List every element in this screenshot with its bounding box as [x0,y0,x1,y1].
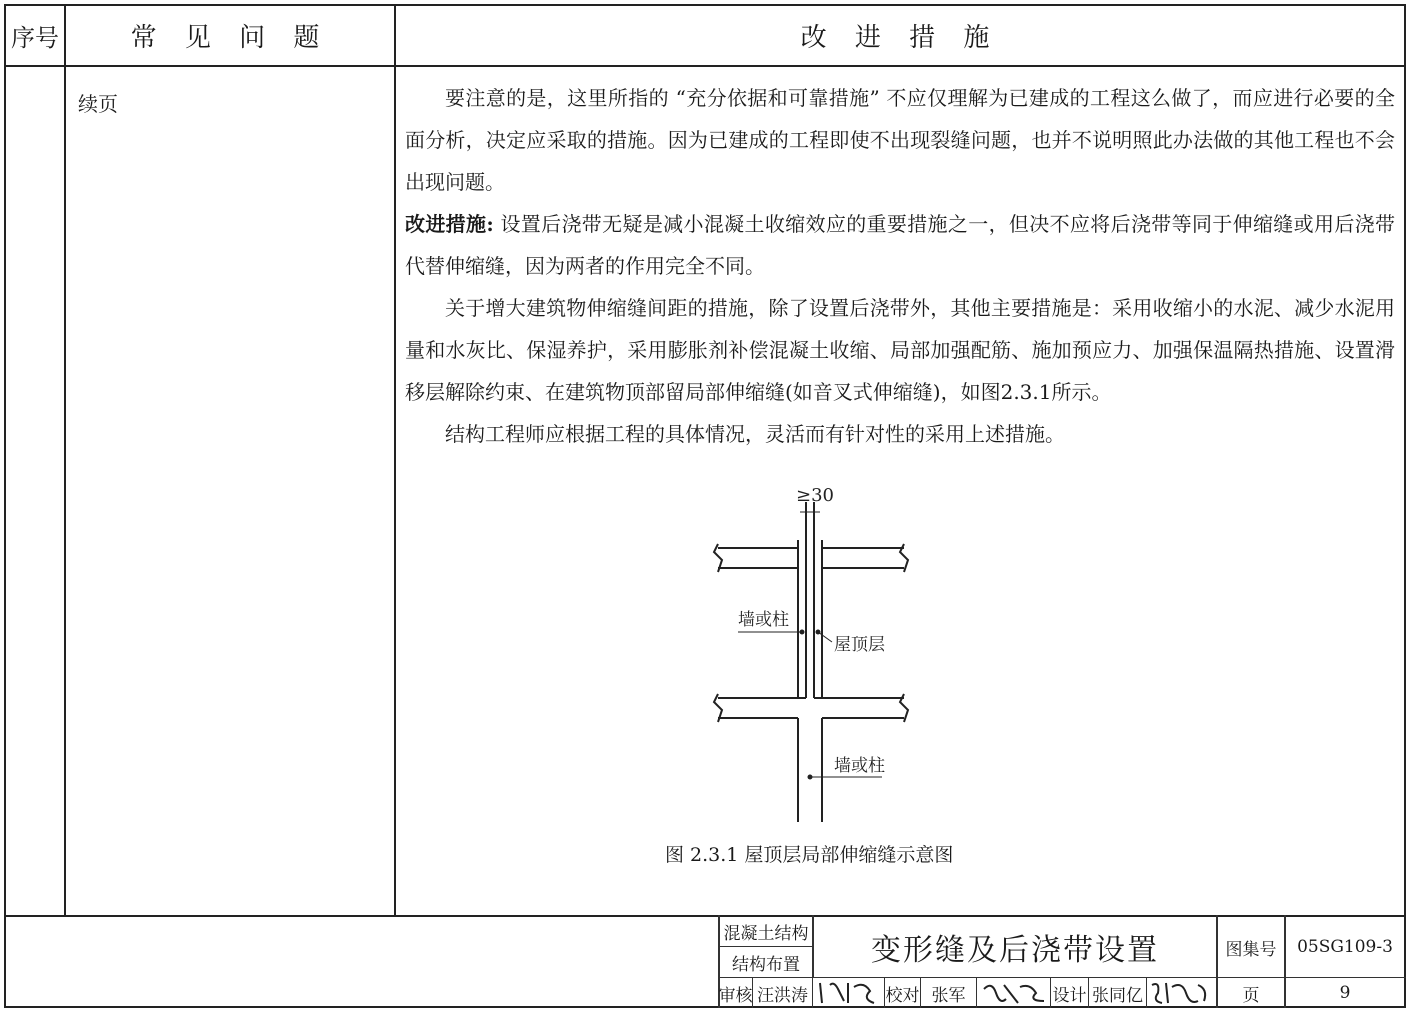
tb-page-no: 9 [1339,983,1351,1003]
header-problem: 常 见 问 题 [130,22,330,53]
tb-check-label: 校对 [885,985,920,1006]
reviewer-signature [814,979,884,1007]
tb-checker: 张军 [931,985,966,1006]
sig-div-2 [812,977,813,1008]
paragraph-2 [405,203,1395,287]
tb-row-1 [718,946,812,947]
col-divider-2 [394,4,396,916]
expansion-joint-diagram [700,482,960,842]
paragraph-1: 要注意的是，这里所指的 “充分依据和可靠措施” 不应仅理解为已建成的工程这么做了，而应进行必要的全面分析，决定应采取的措施。因为已建成的工程即使不出现裂缝问题，也并不说明照此办法做的其他工程也不会出现问题。 [405,86,1395,194]
label-roof: 屋顶层 [834,635,885,655]
measure-body [405,77,1395,455]
tb-category-1: 混凝土结构 [723,924,809,944]
label-wall-upper: 墙或柱 [738,610,789,630]
header-number: 序号 [11,23,59,52]
upper-slab [718,540,904,568]
label-wall-lower: 墙或柱 [834,756,885,776]
leader-dot-upper [800,630,805,635]
leader-roof [818,632,832,642]
tb-design-label: 设计 [1052,985,1087,1006]
leader-dot-lower [808,775,813,780]
paragraph-2-text: 设置后浇带无疑是减小混凝土收缩效应的重要措施之一，但决不应将后浇带等同于伸缩缝或用后浇带代替伸缩缝，因为两者的作用完全不同。 [405,212,1396,278]
problem-text: 续页 [78,92,118,116]
tb-reviewer: 汪洪涛 [757,985,808,1006]
lower-slab [718,698,904,718]
checker-signature [978,979,1050,1007]
designer-signature [1148,979,1216,1007]
tb-title: 变形缝及后浇带设置 [871,933,1159,968]
sig-div-8 [1146,977,1147,1008]
dim-label: ≥30 [796,485,834,506]
figure-caption: 图 2.3.1 屋顶层局部伸缩缝示意图 [665,844,954,866]
measure-label: 改进措施: [405,212,494,236]
tb-atlas-label: 图集号 [1225,939,1277,960]
tb-review-label: 审核 [718,985,753,1006]
paragraph-3: 关于增大建筑物伸缩缝间距的措施，除了设置后浇带外，其他主要措施是：采用收缩小的水泥、减少水泥用量和水灰比、保湿养护，采用膨胀剂补偿混凝土收缩、局部加强配筋、施加预应力、加强保温隔热措施、设置滑移层解除约束、在建筑物顶部留局部伸缩缝(如音叉式伸缩缝)，如图2.3.1所示。 [405,296,1395,404]
tb-category-2: 结构布置 [732,955,800,975]
tb-atlas-no: 05SG109-3 [1297,937,1393,957]
tb-designer: 张同亿 [1092,985,1143,1006]
sig-div-5 [976,977,977,1008]
col-divider-1 [64,4,66,916]
paragraph-4: 结构工程师应根据工程的具体情况，灵活而有针对性的采用上述措施。 [445,422,1065,446]
tb-page-label: 页 [1242,985,1260,1006]
leader-dot-roof [816,630,821,635]
header-measure: 改 进 措 施 [800,22,1000,53]
